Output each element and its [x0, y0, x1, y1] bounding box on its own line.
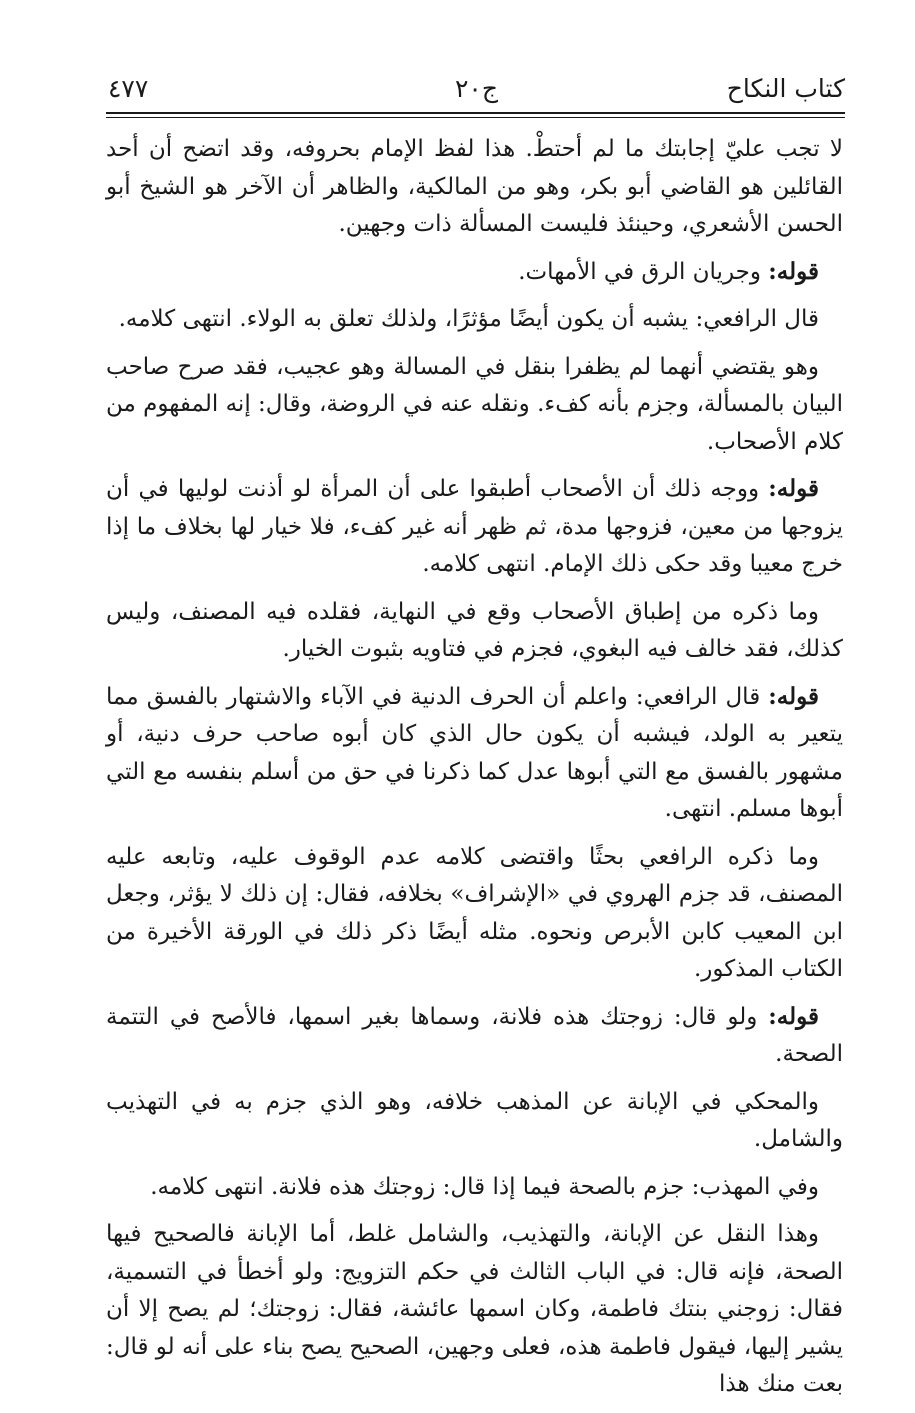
paragraph: قوله: ووجه ذلك أن الأصحاب أطبقوا على أن المرأة لو أذنت لوليها في أن يزوجها من معين، فزوجها مدة، ثم ظهر أنه غير كفء، فلا خيار لها بخلاف ما إذا خرج معيبا وقد حكى ذلك الإمام. انتهى كلامه. — [106, 475, 843, 577]
paragraph: وفي المهذب: جزم بالصحة فيما إذا قال: زوجتك هذه فلانة. انتهى كلامه. — [150, 1173, 819, 1200]
paragraph: لا تجب عليّ إجابتك ما لم أحتطْ. هذا لفظ الإمام بحروفه، وقد اتضح أن أحد القائلين هو القاضي أبو بكر، وهو من المالكية، والظاهر أن الآخر هو الشيخ أبو الحسن الأشعري، وحينئذ فليست المسألة ذات وجهين. — [106, 136, 843, 237]
page-number: ٤٧٧ — [108, 74, 149, 103]
paragraph: وهو يقتضي أنهما لم يظفرا بنقل في المسالة وهو عجيب، فقد صرح صاحب البيان بالمسألة، وجزم بأنه كفء. ونقله عنه في الروضة، وقال: إنه المفهوم من كلام الأصحاب. — [106, 353, 843, 455]
qawluhu-label: قوله: — [768, 475, 819, 502]
body-text — [106, 130, 843, 1413]
paragraph: قال الرافعي: يشبه أن يكون أيضًا مؤثرًا، ولذلك تعلق به الولاء. انتهى كلامه. — [118, 306, 819, 332]
qawluhu-label: قوله: — [768, 1002, 819, 1030]
qawluhu-label: قوله: — [768, 682, 819, 710]
qawluhu-label: قوله: — [768, 257, 819, 285]
paragraph: وهذا النقل عن الإبانة، والتهذيب، والشامل غلط، أما الإبانة فالصحيح فيها الصحة، فإنه قال: في الباب الثالث في حكم التزويج: ولو أخطأ في التسمية، فقال: زوجني بنتك فاطمة، وكان اسمها عائشة، فقال: زوجتك؛ لم يصح إلا أن يشير إليها، فيقول فاطمة هذه، فعلى وجهين، الصحيح يصح بناء على أنه لو قال: بعت منك هذا — [106, 1221, 843, 1397]
page-header — [108, 70, 845, 106]
paragraph: قوله: وجريان الرق في الأمهات. — [518, 257, 819, 285]
paragraph: والمحكي في الإبانة عن المذهب خلافه، وهو الذي جزم به في التهذيب والشامل. — [106, 1088, 843, 1152]
paragraph: وما ذكره من إطباق الأصحاب وقع في النهاية، فقلده فيه المصنف، وليس كذلك، فقد خالف فيه البغوي، فجزم في فتاويه بثبوت الخيار. — [106, 598, 843, 662]
volume-number: ج٢٠ — [455, 74, 498, 103]
book-title: كتاب النكاح — [726, 74, 845, 103]
paragraph: وما ذكره الرافعي بحثًا واقتضى كلامه عدم الوقوف عليه، وتابعه عليه المصنف، قد جزم الهروي في «الإشراف» بخلافه، فقال: إن ذلك لا يؤثر، وجعل ابن المعيب كابن الأبرص ونحوه. مثله أيضًا ذكر ذلك في الورقة الأخيرة من الكتاب المذكور. — [106, 843, 843, 982]
header-rule — [106, 112, 845, 118]
paragraph: قوله: قال الرافعي: واعلم أن الحرف الدنية في الآباء والاشتهار بالفسق مما يتعير به الولد، فيشبه أن يكون حال الذي كان أبوه صاحب حرف دنية، أو مشهور بالفسق مع التي أبوها عدل كما ذكرنا في حق من أسلم بنفسه مع التي أبوها مسلم. انتهى. — [106, 682, 843, 822]
paragraph: قوله: ولو قال: زوجتك هذه فلانة، وسماها بغير اسمها، فالأصح في التتمة الصحة. — [106, 1002, 843, 1067]
